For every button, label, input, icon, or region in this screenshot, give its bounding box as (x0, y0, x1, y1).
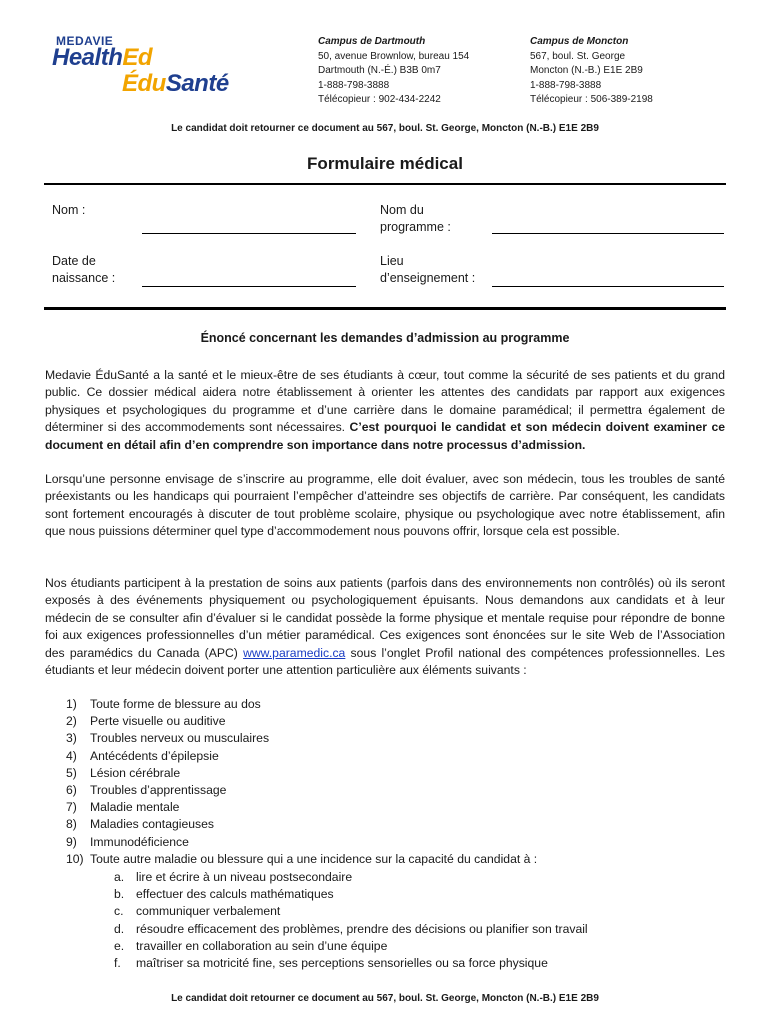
logo-sante-part: Santé (165, 70, 229, 97)
list-text: Maladie mentale (90, 800, 180, 815)
naissance-field[interactable] (142, 286, 356, 287)
campus-dartmouth-title: Campus de Dartmouth (318, 36, 426, 47)
paragraph-exposure-text: Nos étudiants participent à la prestation de soins aux patients (parfois dans des environnements non contrôlés) où ils seront exposés à des événements physiquement ou psychologiquement épuisants. Nous demandons aux candidats et à leur médecin de se consulter afin d’évaluer si le candidat possède la forme physique et mentale requise pour répondre de bonne foi aux exigences professionnelles d’un métier paramédical. Ces exigences sont énoncées sur le site Web de l’Association des paramédics du Canada (APC) (45, 576, 725, 660)
list-item (66, 816, 537, 833)
list-text: Immunodéficience (90, 834, 189, 849)
campus-moncton-title: Campus de Moncton (530, 36, 629, 47)
list-text: Toute forme de blessure au dos (90, 697, 261, 711)
list-item (66, 834, 537, 851)
logo-edu-part: Édu (122, 70, 166, 97)
list-number: 9) (66, 834, 77, 849)
sublist-letter: c. (114, 904, 124, 919)
paragraph-exposure-text-end: sous l’onglet Profil national des compétences professionnelles. Les étudiants et leur médecin doivent porter une attention particulière aux éléments suivants : (45, 645, 725, 678)
list-item (66, 799, 537, 816)
sublist-text: lire et écrire à un niveau postsecondaire (136, 870, 353, 884)
list-number: 4) (66, 748, 77, 763)
logo-health-part: Health (52, 44, 123, 71)
sublist-item (114, 955, 588, 972)
sublist-letter: a. (114, 870, 125, 884)
sublist-text: maîtriser sa motricité fine, ses perceptions sensorielles ou sa force physique (136, 956, 548, 971)
campus-moncton-address (530, 35, 653, 108)
list-item (66, 730, 537, 747)
list-number: 3) (66, 731, 77, 746)
list-text: Lésion cérébrale (90, 765, 181, 780)
campus-moncton-line: Télécopieur : 506-389-2198 (530, 94, 653, 105)
list-number: 10) (66, 851, 84, 866)
naissance-label-line: Date de (52, 254, 96, 268)
campus-dartmouth-address (318, 35, 469, 108)
sublist-letter: d. (114, 921, 125, 936)
list-number: 2) (66, 714, 77, 729)
list-text: Troubles nerveux ou musculaires (90, 731, 270, 746)
sublist-text: effectuer des calculs mathématiques (136, 887, 334, 902)
sublist-letter: b. (114, 887, 125, 902)
sublist-text: travailler en collaboration au sein d’une équipe (136, 938, 388, 953)
list-number: 7) (66, 800, 77, 815)
campus-moncton-line: 567, boul. St. George (530, 50, 626, 62)
medavie-healthed-logo (52, 34, 252, 100)
campus-dartmouth-line: 1-888-798-3888 (318, 79, 390, 91)
logo-medavie-text: MEDAVIE (56, 34, 114, 48)
lieu-label-line: d’enseignement : (380, 271, 476, 285)
programme-label-line: Nom du (380, 203, 424, 217)
return-notice-bottom: Le candidat doit retourner ce document au 567, boul. St. George, Moncton (N.-B.) E1E 2B9 (171, 993, 599, 1004)
sublist-letter: e. (114, 938, 125, 953)
list-item (66, 782, 537, 799)
conditions-list (66, 696, 537, 868)
sublist-text: communiquer verbalement (136, 904, 281, 919)
return-notice-top: Le candidat doit retourner ce document au 567, boul. St. George, Moncton (N.-B.) E1E 2B9 (171, 123, 599, 134)
paragraph-intro-bold: C’est pourquoi le candidat et son médecin doivent examiner ce document en détail afin d’en comprendre son importance dans notre processus d’admission. (45, 420, 726, 452)
paragraph-intro-text: Medavie ÉduSanté a la santé et le mieux-être de ses étudiants à cœur, tout comme la sécurité de ses patients et du grand public. Ce dossier médical aidera notre établissement à orienter les attentes des candidats par rapport aux exigences physiques et psychologiques du programme et d’une carrière dans le domaine paramédical; il permettra également de déterminer si des accommodements sont nécessaires. (45, 368, 725, 435)
list-item (66, 713, 537, 730)
programme-field[interactable] (492, 233, 724, 234)
abilities-sublist (114, 869, 588, 972)
list-text: Perte visuelle ou auditive (90, 714, 226, 729)
naissance-label (52, 253, 115, 287)
sublist-item (114, 869, 588, 886)
list-number: 1) (66, 697, 77, 711)
list-number: 8) (66, 817, 77, 832)
section-title: Énoncé concernant les demandes d’admission au programme (200, 331, 570, 345)
sublist-item (114, 921, 588, 938)
paragraph-exposure (45, 575, 725, 679)
list-item (66, 851, 537, 868)
campus-moncton-line: Moncton (N.-B.) E1E 2B9 (530, 65, 643, 76)
form-divider (44, 307, 726, 310)
list-text: Antécédents d’épilepsie (90, 748, 219, 763)
programme-label-line: programme : (380, 220, 451, 234)
paragraph-intro (45, 367, 725, 454)
logo-healthed-text (52, 44, 152, 72)
form-title: Formulaire médical (307, 154, 463, 173)
campus-dartmouth-line: Dartmouth (N.-É.) B3B 0m7 (318, 65, 441, 76)
lieu-field[interactable] (492, 286, 724, 287)
list-number: 6) (66, 783, 77, 798)
paragraph-evaluation: Lorsqu’une personne envisage de s’inscrire au programme, elle doit évaluer, avec son médecin, tous les troubles de santé préexistants ou les handicaps qui pourraient l’empêcher d’atteindre ses objectifs de carrière. Par conséquent, les candidats sont fortement encouragés à discuter de tout problème scolaire, physique ou psychologique avec notre établissement, afin que nous puissions déterminer quel type d’accommodement nous pouvons offrir, lorsque cela est possible. (45, 472, 725, 539)
logo-edusante-text (122, 70, 229, 98)
naissance-label-line: naissance : (52, 271, 116, 285)
list-text: Maladies contagieuses (90, 817, 214, 832)
title-divider (44, 183, 726, 185)
sublist-text: résoudre efficacement des problèmes, prendre des décisions ou planifier son travail (136, 921, 588, 936)
paramedic-link[interactable]: www.paramedic.ca (243, 645, 346, 660)
lieu-label-line: Lieu (380, 254, 404, 268)
list-text: Troubles d’apprentissage (90, 783, 227, 798)
sublist-item (114, 903, 588, 920)
campus-dartmouth-line: 50, avenue Brownlow, bureau 154 (318, 50, 470, 62)
list-number: 5) (66, 765, 77, 780)
logo-ed-part: Ed (122, 44, 153, 71)
sublist-item (114, 938, 588, 955)
nom-label: Nom : (52, 203, 86, 217)
campus-dartmouth-line: Télécopieur : 902-434-2242 (318, 94, 441, 105)
list-text: Toute autre maladie ou blessure qui a une incidence sur la capacité du candidat à : (90, 851, 538, 866)
campus-moncton-line: 1-888-798-3888 (530, 79, 602, 91)
list-item (66, 765, 537, 782)
sublist-item (114, 886, 588, 903)
list-item (66, 696, 537, 713)
lieu-label (380, 253, 475, 287)
list-item (66, 748, 537, 765)
sublist-letter: f. (114, 956, 121, 971)
nom-field[interactable] (142, 233, 356, 234)
programme-label (380, 202, 451, 236)
